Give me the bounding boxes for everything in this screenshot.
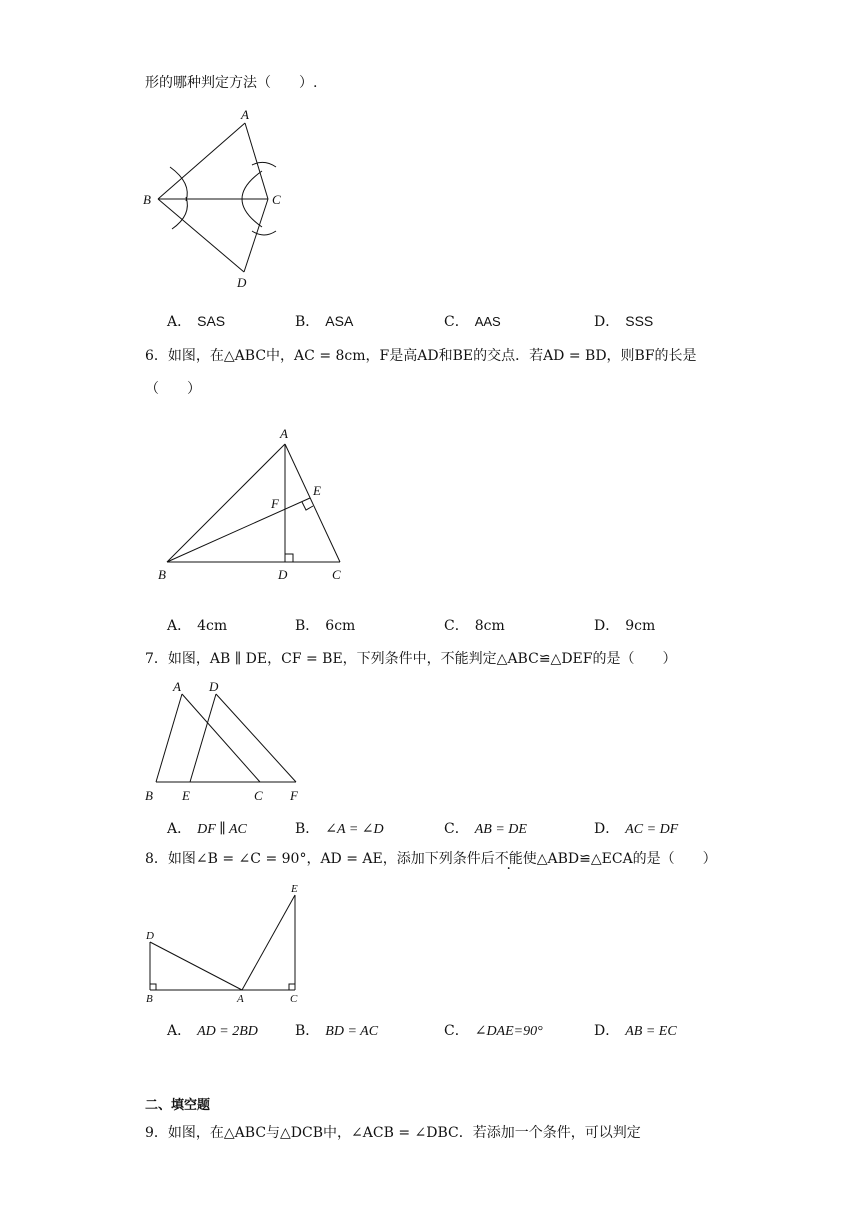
option-text: 4cm	[197, 618, 228, 634]
option-key: A．	[167, 821, 192, 837]
q6-stem-bracket: （ ）	[145, 381, 201, 397]
q7-option-c[interactable]	[444, 818, 527, 838]
q8-option-c[interactable]	[444, 1020, 543, 1040]
q5-label-a: A	[241, 107, 249, 122]
q7-label-c: C	[254, 788, 263, 803]
q8-option-d[interactable]	[594, 1020, 677, 1040]
q8-option-a[interactable]	[167, 1020, 258, 1040]
q7-label-a: A	[173, 679, 181, 694]
q8-stem	[145, 848, 717, 868]
option-key: C．	[444, 1023, 469, 1039]
q7-figure	[140, 676, 310, 806]
option-key: D．	[594, 314, 620, 330]
q9-stem: 9．如图，在△ABC与△DCB中，∠ACB = ∠DBC．若添加一个条件，可以判定	[145, 1125, 641, 1141]
q7-option-d[interactable]	[594, 818, 678, 838]
q6-label-a: A	[280, 426, 288, 441]
option-text: 9cm	[625, 618, 656, 634]
q7-label-f: F	[290, 788, 298, 803]
q5-option-c[interactable]	[444, 311, 501, 331]
q8-stem-part2: 使△ABD≌△ECA的是（ ）	[522, 851, 717, 867]
q6-option-d[interactable]	[594, 615, 655, 635]
option-text: AAS	[474, 314, 501, 329]
q8-stem-emphasis: 不能	[494, 851, 523, 867]
option-text: 8cm	[474, 618, 505, 634]
q5-figure	[140, 105, 300, 295]
option-text: AB = EC	[625, 1024, 677, 1039]
q6-option-c[interactable]	[444, 615, 505, 635]
option-text: DF ∥ AC	[197, 822, 247, 837]
q5-label-c: C	[272, 192, 281, 207]
section-heading: 二、填空题	[145, 1098, 211, 1113]
option-key: C．	[444, 618, 469, 634]
option-text: SSS	[625, 313, 654, 329]
option-text: ∠A = ∠D	[325, 822, 384, 837]
option-key: D．	[594, 618, 620, 634]
q5-option-d[interactable]	[594, 311, 653, 331]
q7-label-d: D	[209, 679, 219, 694]
option-key: B．	[295, 1023, 320, 1039]
q8-option-b[interactable]	[295, 1020, 378, 1040]
q8-label-e: E	[291, 883, 298, 895]
option-key: A．	[167, 618, 192, 634]
q6-label-f: F	[271, 496, 279, 511]
q6-stem: 6．如图，在△ABC中，AC = 8cm，F是高AD和BE的交点．若AD = BD，则BF的长是	[145, 348, 697, 364]
option-key: D．	[594, 821, 620, 837]
q6-option-a[interactable]	[167, 615, 227, 635]
option-text: 6cm	[325, 618, 356, 634]
option-text: BD = AC	[325, 1024, 379, 1039]
option-key: A．	[167, 1023, 192, 1039]
q8-stem-part1: 8．如图∠B = ∠C = 90°，AD = AE，添加下列条件后	[145, 851, 495, 867]
q7-stem: 7．如图，AB ∥ DE，CF = BE，下列条件中，不能判定△ABC≌△DEF的是（ ）	[145, 651, 677, 667]
q7-label-b: B	[145, 788, 153, 803]
option-key: B．	[295, 618, 320, 634]
q5-label-d: D	[237, 275, 247, 290]
option-key: B．	[295, 821, 320, 837]
q6-label-b: B	[158, 567, 166, 582]
q5-option-a[interactable]	[167, 311, 225, 331]
q7-option-b[interactable]	[295, 818, 384, 838]
q8-label-d: D	[146, 930, 154, 942]
q8-label-a: A	[237, 993, 244, 1005]
option-text: ASA	[325, 313, 354, 329]
option-text: ∠DAE=90°	[474, 1024, 543, 1039]
option-text: SAS	[197, 313, 226, 329]
q6-label-c: C	[332, 567, 341, 582]
option-text: AC = DF	[625, 822, 679, 837]
option-key: C．	[444, 821, 469, 837]
q7-option-a[interactable]	[167, 818, 247, 838]
q5-option-b[interactable]	[295, 311, 353, 331]
q8-label-c: C	[290, 993, 298, 1005]
q8-figure	[140, 878, 310, 1008]
option-key: A．	[167, 314, 192, 330]
q6-figure	[150, 420, 360, 585]
q7-label-e: E	[182, 788, 190, 803]
q5-stem-tail: 形的哪种判定方法（ ）.	[145, 75, 318, 91]
option-key: C．	[444, 314, 469, 330]
option-text: AB = DE	[474, 822, 527, 837]
q6-label-d: D	[278, 567, 288, 582]
q8-label-b: B	[146, 993, 153, 1005]
option-text: AD = 2BD	[197, 1024, 258, 1039]
option-key: B．	[295, 314, 320, 330]
q5-label-b: B	[143, 192, 151, 207]
q6-option-b[interactable]	[295, 615, 355, 635]
option-key: D．	[594, 1023, 620, 1039]
q6-label-e: E	[313, 483, 321, 498]
